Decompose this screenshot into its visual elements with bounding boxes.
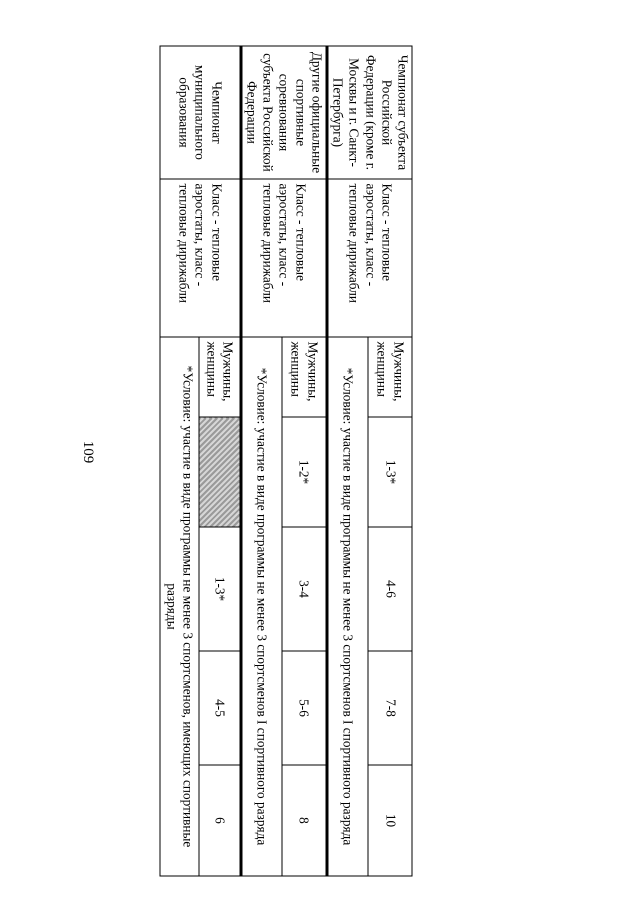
place-cell: 7-8 <box>368 651 412 765</box>
gender-cell: Мужчины, женщины <box>368 337 412 417</box>
table-row <box>282 46 327 876</box>
shaded-empty-cell <box>199 417 241 527</box>
place-cell: 8 <box>282 765 327 876</box>
competition-cell: Чемпионат муниципального образования <box>160 46 241 179</box>
place-cell: 10 <box>368 765 412 876</box>
competition-cell: Чемпионат субъекта Российской Федерации (кроме г. Москвы и г. Санкт-Петербурга) <box>327 46 412 179</box>
place-cell: 4-5 <box>199 651 241 765</box>
place-cell: 3-4 <box>282 527 327 651</box>
page-number: 109 <box>80 440 97 464</box>
place-cell: 6 <box>199 765 241 876</box>
condition-cell: *Условие: участие в виде программы не менее 3 спортсменов, имеющих спортивные разряды <box>160 337 199 876</box>
place-cell: 1-3* <box>368 417 412 527</box>
competition-cell: Другие официальные спортивные соревнования субъекта Российской Федерации <box>241 46 327 179</box>
condition-cell: *Условие: участие в виде программы не менее 3 спортсменов I спортивного разряда <box>241 337 282 876</box>
gender-cell: Мужчины, женщины <box>282 337 327 417</box>
qualification-table <box>159 46 412 877</box>
class-cell: Класс - тепловые аэростаты, класс - тепловые дирижабли <box>160 179 241 337</box>
place-cell: 1-2* <box>282 417 327 527</box>
gender-cell: Мужчины, женщины <box>199 337 241 417</box>
table-row <box>368 46 412 876</box>
condition-cell: *Условие: участие в виде программы не менее 3 спортсменов I спортивного разряда <box>327 337 368 876</box>
class-cell: Класс - тепловые аэростаты, класс - тепловые дирижабли <box>327 179 412 337</box>
class-cell: Класс - тепловые аэростаты, класс - тепловые дирижабли <box>241 179 327 337</box>
place-cell: 4-6 <box>368 527 412 651</box>
qualification-table-rotated <box>164 46 413 876</box>
place-cell: 1-3* <box>199 527 241 651</box>
table-row <box>199 46 241 876</box>
place-cell: 5-6 <box>282 651 327 765</box>
